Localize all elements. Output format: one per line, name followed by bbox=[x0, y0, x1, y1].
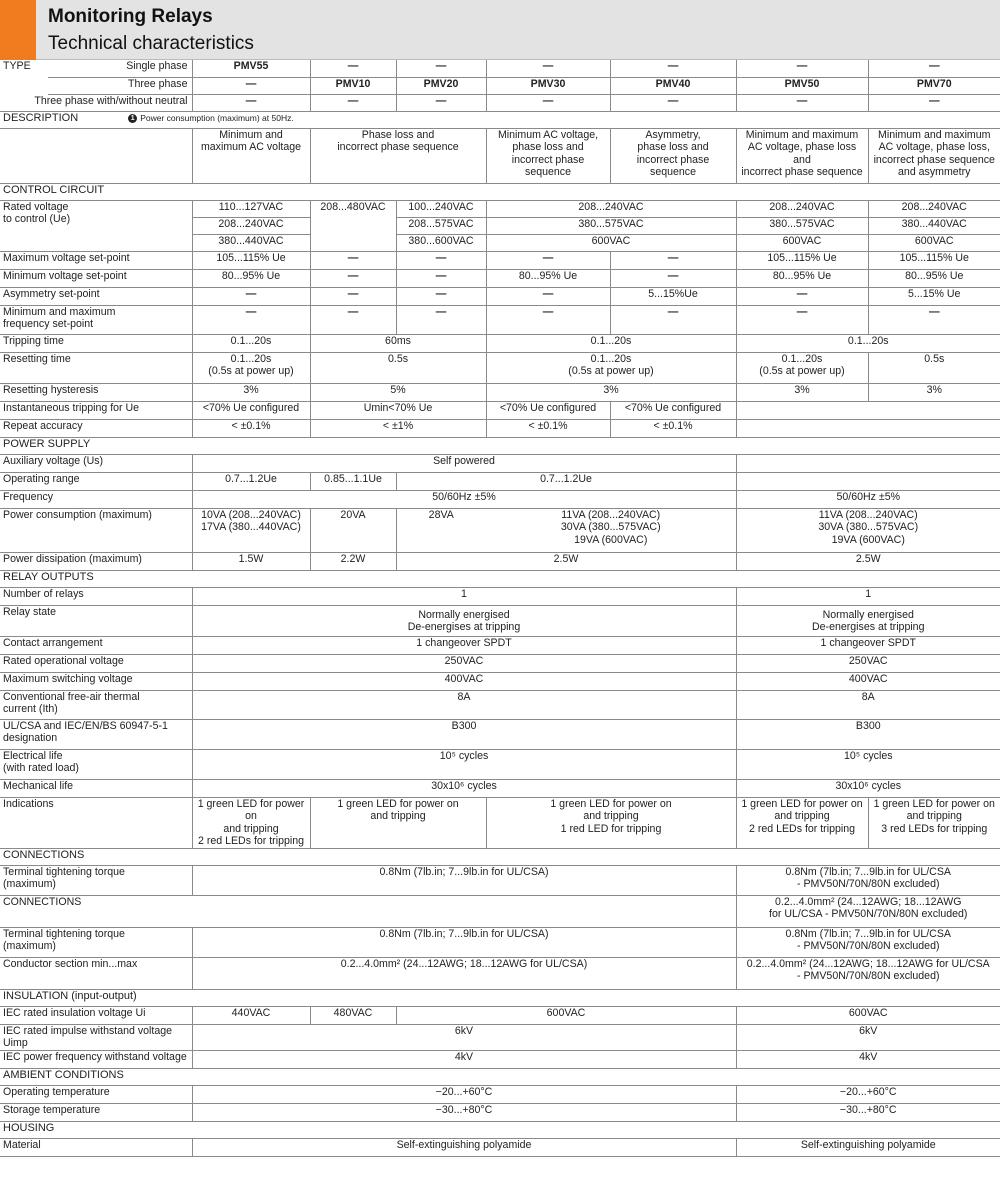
table-cell: 0.2...4.0mm² (24...12AWG; 18...12AWG for UL/CSA) bbox=[192, 957, 736, 989]
table-cell: 10⁵ cycles bbox=[736, 749, 1000, 779]
table-cell: 0.5s bbox=[868, 352, 1000, 383]
table-cell: 208...575VAC bbox=[396, 217, 486, 234]
table-cell: — bbox=[192, 287, 310, 305]
table-cell: 380...575VAC bbox=[736, 217, 868, 234]
table-cell: PMV20 bbox=[396, 77, 486, 94]
table-cell: 11VA (208...240VAC) 30VA (380...575VAC) 19VA (600VAC) bbox=[486, 508, 736, 552]
table-cell: Asymmetry, phase loss and incorrect phase sequence bbox=[610, 128, 736, 183]
table-cell: 0.8Nm (7lb.in; 7...9lb.in for UL/CSA) bbox=[192, 865, 736, 895]
table-cell: IEC power frequency withstand voltage bbox=[0, 1050, 192, 1068]
power-frequency-withstand-row bbox=[0, 1050, 1000, 1068]
table-cell: CONTROL CIRCUIT bbox=[0, 183, 1000, 200]
table-cell: IEC rated insulation voltage Ui bbox=[0, 1006, 192, 1024]
table-cell: 0.1...20s (0.5s at power up) bbox=[736, 352, 868, 383]
table-cell: 100...240VAC bbox=[396, 200, 486, 217]
table-cell: 0.2...4.0mm² (24...12AWG; 18...12AWG for UL/CSA - PMV50N/70N/80N excluded) bbox=[736, 957, 1000, 989]
table-cell: PMV40 bbox=[610, 77, 736, 94]
table-cell: 5...15%Ue bbox=[610, 287, 736, 305]
table-cell: 380...440VAC bbox=[868, 217, 1000, 234]
table-cell: HOUSING bbox=[0, 1121, 1000, 1138]
table-cell: <70% Ue configured bbox=[192, 401, 310, 419]
table-cell: — bbox=[868, 94, 1000, 111]
table-cell: PMV50 bbox=[736, 77, 868, 94]
tripping-time-row bbox=[0, 334, 1000, 352]
table-cell: — bbox=[486, 251, 610, 269]
table-cell: 1 bbox=[736, 587, 1000, 605]
table-cell: Power consumption (maximum) bbox=[0, 508, 192, 552]
table-cell: — bbox=[610, 60, 736, 77]
table-cell: Power dissipation (maximum) bbox=[0, 552, 192, 570]
min-voltage-setpoint-row bbox=[0, 269, 1000, 287]
table-cell: 0.7...1.2Ue bbox=[192, 472, 310, 490]
table-cell: 250VAC bbox=[192, 654, 736, 672]
table-cell: 80...95% Ue bbox=[736, 269, 868, 287]
table-cell: DESCRIPTION 1 Power consumption (maximum) at 50Hz. bbox=[0, 111, 1000, 128]
number-of-relays-row bbox=[0, 587, 1000, 605]
table-cell: Instantaneous tripping for Ue bbox=[0, 401, 192, 419]
table-cell: — bbox=[486, 305, 610, 334]
table-cell: 11VA (208...240VAC) 30VA (380...575VAC) 19VA (600VAC) bbox=[736, 508, 1000, 552]
table-cell: 0.85...1.1Ue bbox=[310, 472, 396, 490]
frequency-setpoint-row bbox=[0, 305, 1000, 334]
operating-range-row bbox=[0, 472, 1000, 490]
resetting-time-row bbox=[0, 352, 1000, 383]
table-cell bbox=[0, 77, 48, 94]
operating-temperature-row bbox=[0, 1085, 1000, 1103]
table-cell: 3% bbox=[868, 383, 1000, 401]
table-cell: Storage temperature bbox=[0, 1103, 192, 1121]
table-cell: Electrical life (with rated load) bbox=[0, 749, 192, 779]
table-cell: 0.5s bbox=[310, 352, 486, 383]
relay-state-row bbox=[0, 605, 1000, 636]
table-cell: — bbox=[396, 269, 486, 287]
table-cell: 50/60Hz ±5% bbox=[192, 490, 736, 508]
table-cell: AMBIENT CONDITIONS bbox=[0, 1068, 1000, 1085]
section-control-circuit bbox=[0, 183, 1000, 200]
type-row-three bbox=[0, 77, 1000, 94]
section-insulation bbox=[0, 989, 1000, 1006]
table-cell: 0.8Nm (7lb.in; 7...9lb.in for UL/CSA) bbox=[192, 927, 736, 957]
table-cell: Frequency bbox=[0, 490, 192, 508]
table-cell: Maximum voltage set-point bbox=[0, 251, 192, 269]
table-cell: 80...95% Ue bbox=[868, 269, 1000, 287]
table-cell: — bbox=[192, 305, 310, 334]
table-cell: Minimum and maximum frequency set-point bbox=[0, 305, 192, 334]
table-cell: 1 green LED for power on and tripping 3 red LEDs for tripping bbox=[868, 797, 1000, 848]
table-cell: Single phase bbox=[48, 60, 192, 77]
table-cell: — bbox=[486, 60, 610, 77]
table-cell: RELAY OUTPUTS bbox=[0, 570, 1000, 587]
table-cell: 2.5W bbox=[736, 552, 1000, 570]
table-cell: — bbox=[192, 94, 310, 111]
table-cell: — bbox=[736, 287, 868, 305]
table-cell: Rated operational voltage bbox=[0, 654, 192, 672]
frequency-row bbox=[0, 490, 1000, 508]
table-cell: Three phase with/without neutral bbox=[0, 94, 192, 111]
table-cell: 400VAC bbox=[736, 672, 1000, 690]
table-cell: 3% bbox=[192, 383, 310, 401]
page-header bbox=[0, 0, 1000, 60]
table-cell: Maximum switching voltage bbox=[0, 672, 192, 690]
table-cell: 600VAC bbox=[736, 1006, 1000, 1024]
table-cell: 600VAC bbox=[736, 234, 868, 251]
table-cell: 600VAC bbox=[486, 234, 736, 251]
table-cell: <70% Ue configured bbox=[486, 401, 610, 419]
table-cell: 80...95% Ue bbox=[486, 269, 610, 287]
table-cell: Terminal tightening torque (maximum) bbox=[0, 865, 192, 895]
table-cell: 6kV bbox=[192, 1024, 736, 1050]
table-cell bbox=[736, 454, 1000, 472]
table-cell: < ±0.1% bbox=[192, 419, 310, 437]
table-cell: — bbox=[486, 94, 610, 111]
conductor-section-row bbox=[0, 957, 1000, 989]
table-cell: — bbox=[310, 305, 396, 334]
indications-row bbox=[0, 797, 1000, 848]
table-cell: 28VA bbox=[396, 508, 486, 552]
table-cell: — bbox=[310, 287, 396, 305]
table-cell: 5...15% Ue bbox=[868, 287, 1000, 305]
table-cell: 600VAC bbox=[396, 1006, 736, 1024]
table-cell: 480VAC bbox=[310, 1006, 396, 1024]
table-cell: 440VAC bbox=[192, 1006, 310, 1024]
table-cell: 0.1...20s (0.5s at power up) bbox=[192, 352, 310, 383]
ul-designation-row bbox=[0, 719, 1000, 749]
table-cell: — bbox=[610, 94, 736, 111]
table-cell: 380...575VAC bbox=[486, 217, 736, 234]
table-cell: — bbox=[192, 77, 310, 94]
table-cell: POWER SUPPLY bbox=[0, 437, 1000, 454]
table-cell: 105...115% Ue bbox=[736, 251, 868, 269]
table-cell: 250VAC bbox=[736, 654, 1000, 672]
table-cell: 8A bbox=[192, 690, 736, 719]
table-cell: 600VAC bbox=[868, 234, 1000, 251]
impulse-voltage-row bbox=[0, 1024, 1000, 1050]
table-cell: 208...240VAC bbox=[192, 217, 310, 234]
table-cell: Relay state bbox=[0, 605, 192, 636]
table-cell: — bbox=[396, 305, 486, 334]
table-cell: < ±1% bbox=[310, 419, 486, 437]
table-cell: 208...240VAC bbox=[868, 200, 1000, 217]
table-cell: 110...127VAC bbox=[192, 200, 310, 217]
auxiliary-voltage-row bbox=[0, 454, 1000, 472]
table-cell: 50/60Hz ±5% bbox=[736, 490, 1000, 508]
section-relay-outputs bbox=[0, 570, 1000, 587]
section-description bbox=[0, 111, 1000, 128]
mechanical-life-row bbox=[0, 779, 1000, 797]
table-cell: 208...240VAC bbox=[736, 200, 868, 217]
table-cell: Phase loss and incorrect phase sequence bbox=[310, 128, 486, 183]
max-switching-voltage-row bbox=[0, 672, 1000, 690]
table-cell: Minimum and maximum AC voltage, phase loss and incorrect phase sequence bbox=[736, 128, 868, 183]
max-voltage-setpoint-row bbox=[0, 251, 1000, 269]
table-cell: — bbox=[396, 94, 486, 111]
power-consumption-row bbox=[0, 508, 1000, 552]
type-label: TYPE bbox=[3, 60, 31, 72]
table-cell bbox=[736, 419, 1000, 437]
table-cell: — bbox=[610, 305, 736, 334]
table-cell: PMV70 bbox=[868, 77, 1000, 94]
asymmetry-setpoint-row bbox=[0, 287, 1000, 305]
table-cell: PMV30 bbox=[486, 77, 610, 94]
table-cell: 80...95% Ue bbox=[192, 269, 310, 287]
table-cell: 1 changeover SPDT bbox=[192, 636, 736, 654]
table-cell: 0.1...20s bbox=[486, 334, 736, 352]
table-cell: Three phase bbox=[48, 77, 192, 94]
table-cell: 0.1...20s bbox=[736, 334, 1000, 352]
page-title: Monitoring Relays bbox=[48, 6, 213, 27]
table-cell: INSULATION (input-output) bbox=[0, 989, 1000, 1006]
table-cell: 5% bbox=[310, 383, 486, 401]
thermal-current-row bbox=[0, 690, 1000, 719]
section-connections-2 bbox=[0, 895, 1000, 927]
table-cell: — bbox=[310, 60, 396, 77]
section-ambient bbox=[0, 1068, 1000, 1085]
table-cell: — bbox=[736, 94, 868, 111]
table-cell: 4kV bbox=[736, 1050, 1000, 1068]
table-cell: −30...+80°C bbox=[736, 1103, 1000, 1121]
table-cell: 10⁵ cycles bbox=[192, 749, 736, 779]
table-cell: — bbox=[610, 269, 736, 287]
table-cell: — bbox=[310, 94, 396, 111]
table-cell: Resetting hysteresis bbox=[0, 383, 192, 401]
section-power-supply bbox=[0, 437, 1000, 454]
table-cell: 105...115% Ue bbox=[192, 251, 310, 269]
table-cell: — bbox=[396, 251, 486, 269]
table-cell bbox=[192, 895, 736, 927]
table-cell: 1 changeover SPDT bbox=[736, 636, 1000, 654]
table-cell: 0.1...20s bbox=[192, 334, 310, 352]
table-cell: CONNECTIONS bbox=[0, 848, 1000, 865]
table-cell: 1.5W bbox=[192, 552, 310, 570]
table-cell: 10VA (208...240VAC) 17VA (380...440VAC) bbox=[192, 508, 310, 552]
table-cell: Minimum voltage set-point bbox=[0, 269, 192, 287]
table-cell: — bbox=[310, 251, 396, 269]
table-cell bbox=[736, 401, 1000, 419]
table-cell: — bbox=[310, 269, 396, 287]
terminal-torque-row-2 bbox=[0, 927, 1000, 957]
table-cell: 1 green LED for power on and tripping bbox=[310, 797, 486, 848]
table-cell: Tripping time bbox=[0, 334, 192, 352]
table-cell: < ±0.1% bbox=[610, 419, 736, 437]
table-cell: 208...240VAC bbox=[486, 200, 736, 217]
resetting-hysteresis-row bbox=[0, 383, 1000, 401]
table-cell: 3% bbox=[736, 383, 868, 401]
material-row bbox=[0, 1138, 1000, 1156]
table-cell: 20VA bbox=[310, 508, 396, 552]
table-cell: Umin<70% Ue bbox=[310, 401, 486, 419]
table-cell: Self powered bbox=[192, 454, 736, 472]
table-cell: 30x10⁶ cycles bbox=[192, 779, 736, 797]
contact-arrangement-row bbox=[0, 636, 1000, 654]
table-cell: B300 bbox=[736, 719, 1000, 749]
table-cell: 0.8Nm (7lb.in; 7...9lb.in for UL/CSA - PMV50N/70N/80N excluded) bbox=[736, 865, 1000, 895]
type-row-single bbox=[0, 60, 1000, 77]
repeat-accuracy-row bbox=[0, 419, 1000, 437]
table-cell: Minimum and maximum AC voltage bbox=[192, 128, 310, 183]
table-cell: — bbox=[396, 287, 486, 305]
table-cell bbox=[0, 128, 192, 183]
instantaneous-tripping-row bbox=[0, 401, 1000, 419]
table-cell: 105...115% Ue bbox=[868, 251, 1000, 269]
table-cell: 1 green LED for power on and tripping 1 red LED for tripping bbox=[486, 797, 736, 848]
table-cell: Conventional free-air thermal current (Ith) bbox=[0, 690, 192, 719]
table-cell: 60ms bbox=[310, 334, 486, 352]
table-cell: IEC rated impulse withstand voltage Uimp bbox=[0, 1024, 192, 1050]
table-cell: −20...+60°C bbox=[736, 1085, 1000, 1103]
table-cell: — bbox=[868, 60, 1000, 77]
table-cell: — bbox=[736, 305, 868, 334]
table-cell: 0.8Nm (7lb.in; 7...9lb.in for UL/CSA - PMV50N/70N/80N excluded) bbox=[736, 927, 1000, 957]
rated-voltage-row-1 bbox=[0, 200, 1000, 217]
table-cell: 30x10⁶ cycles bbox=[736, 779, 1000, 797]
table-cell: — bbox=[736, 60, 868, 77]
orange-accent-bar bbox=[0, 0, 36, 60]
table-cell: Self-extinguishing polyamide bbox=[736, 1138, 1000, 1156]
table-cell: — bbox=[868, 305, 1000, 334]
table-cell: PMV10 bbox=[310, 77, 396, 94]
table-cell: UL/CSA and IEC/EN/BS 60947-5-1 designation bbox=[0, 719, 192, 749]
table-cell: Terminal tightening torque (maximum) bbox=[0, 927, 192, 957]
table-cell: 380...440VAC bbox=[192, 234, 310, 251]
table-cell: 6kV bbox=[736, 1024, 1000, 1050]
table-cell: Normally energised De-energises at tripping bbox=[736, 605, 1000, 636]
table-cell: Material bbox=[0, 1138, 192, 1156]
table-cell: 8A bbox=[736, 690, 1000, 719]
table-cell: — bbox=[610, 251, 736, 269]
table-cell: Resetting time bbox=[0, 352, 192, 383]
power-dissipation-row bbox=[0, 552, 1000, 570]
rated-operational-voltage-row bbox=[0, 654, 1000, 672]
insulation-voltage-row bbox=[0, 1006, 1000, 1024]
table-cell: Repeat accuracy bbox=[0, 419, 192, 437]
table-cell: Contact arrangement bbox=[0, 636, 192, 654]
page-subtitle: Technical characteristics bbox=[48, 33, 254, 54]
table-cell: Conductor section min...max bbox=[0, 957, 192, 989]
electrical-life-row bbox=[0, 749, 1000, 779]
table-cell: <70% Ue configured bbox=[610, 401, 736, 419]
table-cell: 380...600VAC bbox=[396, 234, 486, 251]
table-cell: 2.5W bbox=[396, 552, 736, 570]
table-cell: −30...+80°C bbox=[192, 1103, 736, 1121]
table-cell: 0.2...4.0mm² (24...12AWG; 18...12AWG for UL/CSA - PMV50N/70N/80N excluded) bbox=[736, 895, 1000, 927]
table-cell: Self-extinguishing polyamide bbox=[192, 1138, 736, 1156]
table-cell: — bbox=[396, 60, 486, 77]
table-cell: CONNECTIONS bbox=[0, 895, 192, 927]
table-cell: 1 green LED for power on and tripping 2 red LEDs for tripping bbox=[192, 797, 310, 848]
table-cell: — bbox=[486, 287, 610, 305]
table-cell: Indications bbox=[0, 797, 192, 848]
table-cell: 1 green LED for power on and tripping 2 red LEDs for tripping bbox=[736, 797, 868, 848]
table-cell: Rated voltage to control (Ue) bbox=[0, 200, 192, 251]
table-cell: 3% bbox=[486, 383, 736, 401]
footnote-marker-icon: 1 bbox=[128, 114, 137, 123]
table-cell: Mechanical life bbox=[0, 779, 192, 797]
section-housing bbox=[0, 1121, 1000, 1138]
table-cell: 400VAC bbox=[192, 672, 736, 690]
table-cell: Normally energised De-energises at tripping bbox=[192, 605, 736, 636]
description-row bbox=[0, 128, 1000, 183]
table-cell: B300 bbox=[192, 719, 736, 749]
storage-temperature-row bbox=[0, 1103, 1000, 1121]
table-cell: Asymmetry set-point bbox=[0, 287, 192, 305]
table-cell: 4kV bbox=[192, 1050, 736, 1068]
table-cell: Auxiliary voltage (Us) bbox=[0, 454, 192, 472]
table-cell bbox=[736, 472, 1000, 490]
spec-table bbox=[0, 60, 1000, 1157]
table-cell: Minimum AC voltage, phase loss and incorrect phase sequence bbox=[486, 128, 610, 183]
table-cell: 208...480VAC bbox=[310, 200, 396, 251]
table-cell: Minimum and maximum AC voltage, phase loss, incorrect phase sequence and asymmetry bbox=[868, 128, 1000, 183]
table-cell: 2.2W bbox=[310, 552, 396, 570]
table-cell: Operating range bbox=[0, 472, 192, 490]
table-cell: < ±0.1% bbox=[486, 419, 610, 437]
table-cell: −20...+60°C bbox=[192, 1085, 736, 1103]
section-connections-1 bbox=[0, 848, 1000, 865]
table-cell: 0.1...20s (0.5s at power up) bbox=[486, 352, 736, 383]
table-cell: Operating temperature bbox=[0, 1085, 192, 1103]
table-cell: Number of relays bbox=[0, 587, 192, 605]
table-cell: PMV55 bbox=[192, 60, 310, 77]
type-row-neutral bbox=[0, 94, 1000, 111]
table-cell: 0.7...1.2Ue bbox=[396, 472, 736, 490]
footnote: 1 Power consumption (maximum) at 50Hz. bbox=[128, 113, 294, 123]
table-cell: 1 bbox=[192, 587, 736, 605]
terminal-torque-row-1 bbox=[0, 865, 1000, 895]
